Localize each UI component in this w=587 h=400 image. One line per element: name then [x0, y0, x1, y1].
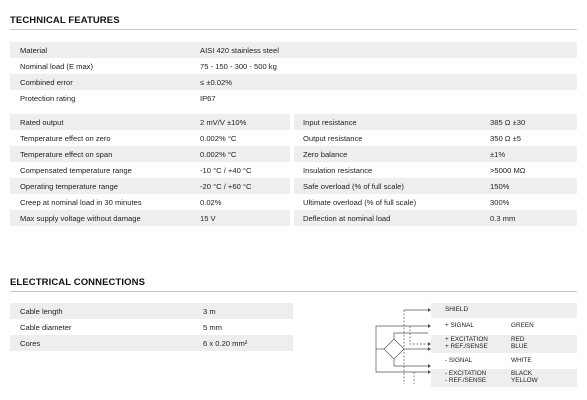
spec-label: Operating temperature range — [20, 181, 118, 191]
spec-label: Output resistance — [303, 133, 363, 143]
wire-signal: - SIGNAL — [445, 356, 473, 364]
spec-value: 5 mm — [203, 322, 222, 332]
spec-label: Compensated temperature range — [20, 165, 132, 175]
table-row — [294, 210, 577, 226]
table-row — [294, 114, 577, 130]
spec-label: Safe overload (% of full scale) — [303, 181, 404, 191]
table-row — [10, 194, 290, 210]
table-row — [10, 162, 290, 178]
table-row — [10, 114, 290, 130]
spec-label: Material — [20, 45, 48, 55]
wire-row — [431, 335, 577, 353]
spec-label: Temperature effect on span — [20, 149, 113, 159]
table-row — [10, 303, 293, 319]
wire-color-table — [431, 303, 577, 387]
spec-label: Creep at nominal load in 30 minutes — [20, 197, 142, 207]
spec-value: 75 - 150 - 300 - 500 kg — [200, 61, 277, 71]
electrical-specs-table-right — [294, 114, 577, 226]
electrical-specs-table-left — [10, 114, 290, 226]
table-row — [10, 90, 577, 106]
wire-signal: + EXCITATION + REF./SENSE — [445, 336, 488, 350]
table-row — [294, 194, 577, 210]
wire-signal: + SIGNAL — [445, 322, 474, 330]
general-specs-table — [10, 42, 577, 106]
spec-value: ≤ ±0.02% — [200, 77, 232, 87]
table-row — [294, 130, 577, 146]
spec-value: 2 mV/V ±10% — [200, 117, 247, 127]
table-row — [10, 146, 290, 162]
spec-value: 15 V — [200, 213, 216, 223]
table-row — [10, 74, 577, 90]
table-row — [294, 146, 577, 162]
spec-label: Max supply voltage without damage — [20, 213, 141, 223]
spec-value: >5000 MΩ — [490, 165, 526, 175]
table-row — [10, 58, 577, 74]
spec-label: Nominal load (E max) — [20, 61, 94, 71]
wire-color: GREEN — [511, 322, 534, 330]
spec-value: -10 °C / +40 °C — [200, 165, 252, 175]
spec-value: 0.002% °C — [200, 133, 237, 143]
spec-value: 0.002% °C — [200, 149, 237, 159]
table-row — [294, 178, 577, 194]
spec-label: Cores — [20, 338, 41, 348]
electrical-connections-title: ELECTRICAL CONNECTIONS — [10, 277, 146, 288]
wire-color: RED BLUE — [511, 336, 528, 350]
wire-signal: - EXCITATION - REF./SENSE — [445, 370, 487, 384]
wire-color: WHITE — [511, 356, 532, 364]
technical-features-rule — [10, 29, 577, 30]
spec-label: Insulation resistance — [303, 165, 373, 175]
wire-signal: SHIELD — [445, 306, 469, 314]
spec-label: Rated output — [20, 117, 64, 127]
wire-row — [431, 353, 577, 369]
spec-value: 385 Ω ±30 — [490, 117, 526, 127]
spec-value: -20 °C / +60 °C — [200, 181, 252, 191]
spec-value: ±1% — [490, 149, 506, 159]
spec-value: IP67 — [200, 93, 216, 103]
wire-color: BLACK YELLOW — [511, 370, 538, 384]
spec-label: Zero balance — [303, 149, 348, 159]
technical-features-title: TECHNICAL FEATURES — [10, 15, 120, 26]
spec-value: 350 Ω ±5 — [490, 133, 521, 143]
spec-value: 0.02% — [200, 197, 222, 207]
spec-label: Cable length — [20, 306, 63, 316]
wire-row — [431, 303, 577, 318]
spec-label: Ultimate overload (% of full scale) — [303, 197, 417, 207]
spec-label: Deflection at nominal load — [303, 213, 391, 223]
spec-label: Combined error — [20, 77, 73, 87]
electrical-connections-rule — [10, 291, 577, 292]
cable-specs-table — [10, 303, 293, 351]
spec-label: Cable diameter — [20, 322, 72, 332]
table-row — [10, 42, 577, 58]
wire-row — [431, 318, 577, 335]
spec-label: Temperature effect on zero — [20, 133, 111, 143]
spec-value: 150% — [490, 181, 510, 191]
spec-label: Input resistance — [303, 117, 357, 127]
table-row — [294, 162, 577, 178]
spec-value: 0.3 mm — [490, 213, 516, 223]
table-row — [10, 130, 290, 146]
spec-value: 3 m — [203, 306, 216, 316]
wire-row — [431, 369, 577, 387]
spec-value: 300% — [490, 197, 510, 207]
table-row — [10, 319, 293, 335]
table-row — [10, 335, 293, 351]
spec-value: AISI 420 stainless steel — [200, 45, 279, 55]
spec-label: Protection rating — [20, 93, 76, 103]
table-row — [10, 210, 290, 226]
spec-value: 6 x 0.20 mm² — [203, 338, 248, 348]
table-row — [10, 178, 290, 194]
wiring-diagram — [370, 300, 432, 386]
